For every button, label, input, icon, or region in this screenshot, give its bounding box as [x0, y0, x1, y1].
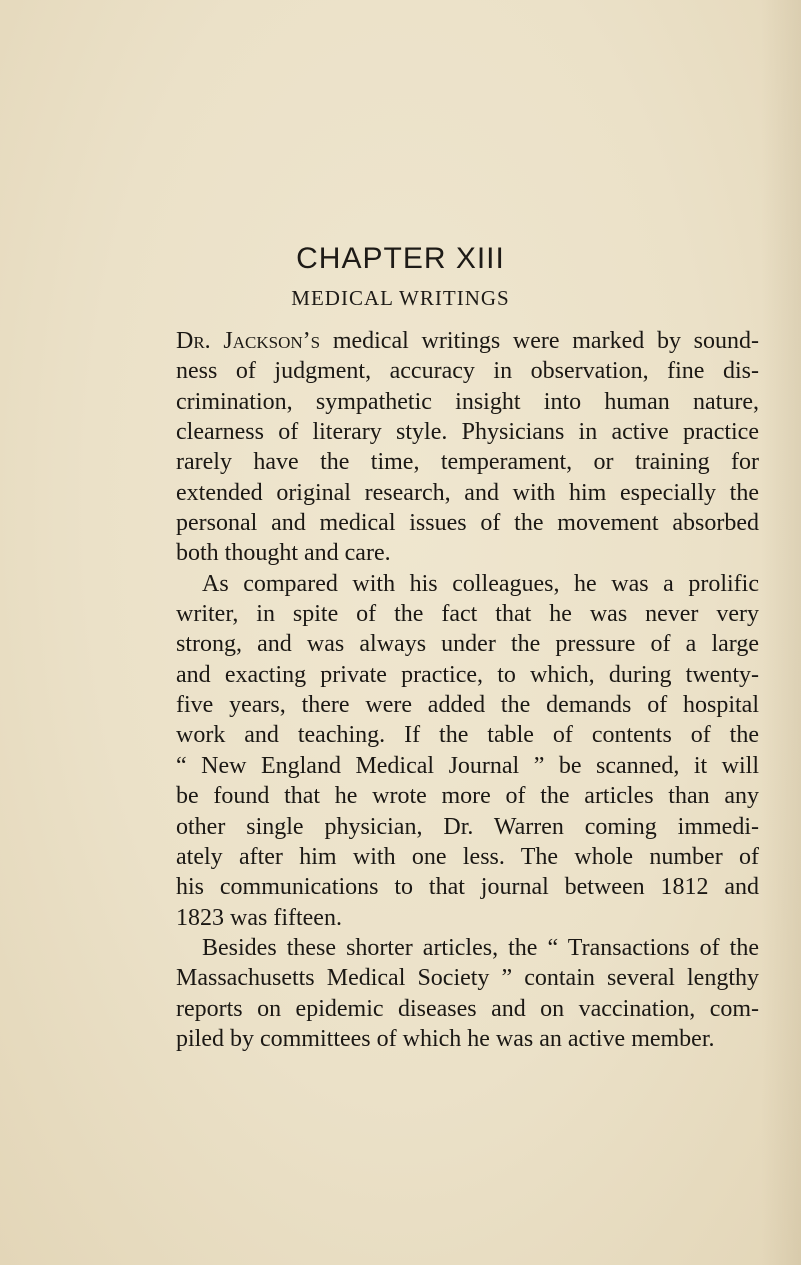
page-edge-shadow — [761, 0, 801, 1265]
text-line: reports on epidemic diseases and on vaccination, com- — [176, 995, 759, 1022]
text-line: both thought and care. — [176, 540, 391, 567]
body-text — [176, 326, 759, 1054]
text-line: ness of judgment, accuracy in observation, fine dis- — [176, 358, 759, 385]
text-line: work and teaching. If the table of contents of the — [176, 722, 759, 749]
text-line: five years, there were added the demands of hospital — [176, 692, 759, 719]
text-line: As compared with his colleagues, he was a prolific — [202, 570, 759, 597]
text-line: writer, in spite of the fact that he was never very — [176, 601, 759, 628]
text-line: Dr. Jackson’s medical writings were marked by sound- — [176, 328, 760, 354]
text-line: 1823 was fifteen. — [176, 904, 342, 931]
text-line: be found that he wrote more of the articles than any — [176, 783, 759, 810]
text-line: Besides these shorter articles, the “ Transactions of the — [202, 934, 759, 961]
chapter-title: MEDICAL WRITINGS — [291, 286, 510, 310]
text-line: strong, and was always under the pressure of a large — [176, 631, 759, 658]
text-line: extended original research, and with him especially the — [176, 479, 759, 506]
text-line: personal and medical issues of the movement absorbed — [176, 510, 759, 537]
text-line: piled by committees of which he was an active member. — [176, 1025, 715, 1052]
text-line: rarely have the time, temperament, or training for — [176, 449, 759, 476]
text-line: clearness of literary style. Physicians in active practice — [176, 419, 759, 446]
text-line: ately after him with one less. The whole number of — [176, 843, 759, 870]
text-line: his communications to that journal between 1812 and — [176, 874, 759, 901]
opening-name: Dr. Jackson’s — [176, 328, 321, 354]
text-line: and exacting private practice, to which, during twenty- — [176, 661, 759, 688]
text-line: crimination, sympathetic insight into human nature, — [176, 388, 759, 415]
text-line: Massachusetts Medical Society ” contain several lengthy — [176, 965, 759, 992]
chapter-heading: CHAPTER XIII — [296, 242, 505, 275]
text-line: other single physician, Dr. Warren coming immedi- — [176, 813, 759, 840]
text-line: “ New England Medical Journal ” be scanned, it will — [176, 752, 759, 779]
